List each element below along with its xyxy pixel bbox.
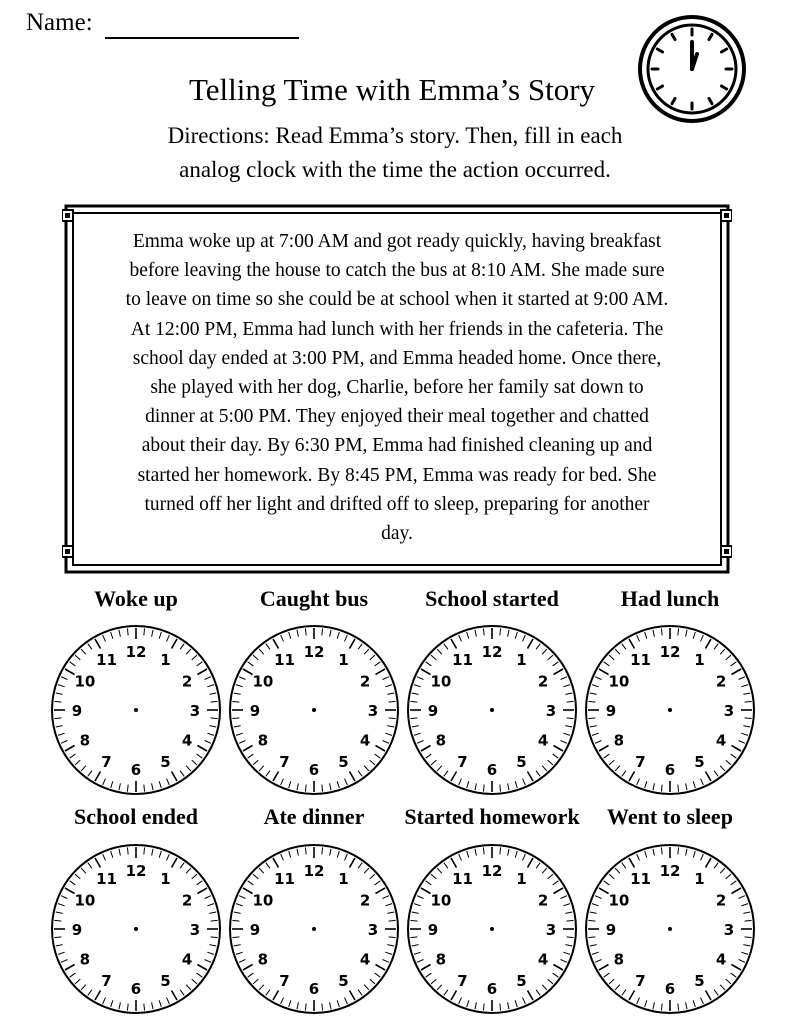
- dial-numeral: 3: [723, 702, 735, 720]
- clock-center-dot: [668, 927, 672, 931]
- dial-numeral: 4: [359, 950, 371, 969]
- clock-center-dot: [134, 708, 138, 712]
- clock-label: Woke up: [94, 586, 178, 611]
- dial-numeral: 2: [537, 891, 549, 910]
- dial-numeral: 7: [279, 972, 290, 991]
- dial-numeral: 12: [481, 862, 503, 880]
- dial-numeral: 6: [130, 761, 142, 779]
- dial-numeral: 8: [79, 731, 91, 750]
- clock-center-dot: [490, 708, 494, 712]
- dial-numeral: 7: [457, 972, 468, 991]
- dial-numeral: 11: [630, 650, 651, 669]
- story-line: before leaving the house to catch the bus at 8:10 AM. She made sure: [129, 260, 665, 282]
- dial-numeral: 4: [537, 731, 549, 750]
- dial-numeral: 7: [635, 972, 646, 991]
- dial-numeral: 4: [181, 731, 193, 750]
- analog-clock-face[interactable]: [584, 843, 756, 1015]
- dial-numeral: 1: [338, 869, 349, 888]
- dial-numeral: 2: [715, 672, 727, 691]
- clock-label: Started homework: [404, 804, 580, 829]
- directions: [110, 119, 680, 187]
- name-label: Name:: [26, 9, 93, 36]
- dial-numeral: 5: [516, 972, 527, 991]
- clock-label: School ended: [73, 804, 199, 829]
- dial-numeral: 8: [435, 950, 447, 969]
- dial-numeral: 11: [630, 869, 651, 888]
- directions-line: analog clock with the time the action occurred.: [179, 157, 611, 182]
- clock-label: School started: [425, 586, 559, 611]
- page-title: Telling Time with Emma’s Story: [188, 72, 596, 107]
- dial-numeral: 8: [79, 950, 91, 969]
- dial-numeral: 12: [481, 643, 503, 661]
- dial-numeral: 8: [435, 731, 447, 750]
- name-field[interactable]: [105, 37, 299, 39]
- story-line: she played with her dog, Charlie, before her family sat down to: [150, 377, 644, 399]
- dial-numeral: 10: [74, 891, 96, 910]
- dial-numeral: 9: [427, 921, 439, 939]
- dial-numeral: 4: [715, 950, 727, 969]
- dial-numeral: 2: [715, 891, 727, 910]
- dial-numeral: 6: [308, 761, 320, 779]
- dial-numeral: 5: [338, 972, 349, 991]
- dial-numeral: 9: [605, 921, 617, 939]
- dial-numeral: 7: [101, 753, 112, 772]
- clock-label: Had lunch: [620, 586, 720, 611]
- dial-numeral: 4: [537, 950, 549, 969]
- dial-numeral: 5: [516, 753, 527, 772]
- dial-numeral: 9: [71, 921, 83, 939]
- dial-numeral: 12: [659, 643, 681, 661]
- dial-numeral: 3: [367, 921, 379, 939]
- analog-clock-face[interactable]: [50, 624, 222, 796]
- clock-label: Caught bus: [259, 586, 369, 611]
- story-line: to leave on time so she could be at school when it started at 9:00 AM.: [125, 289, 669, 311]
- dial-numeral: 3: [189, 921, 201, 939]
- dial-numeral: 10: [430, 891, 452, 910]
- dial-numeral: 6: [130, 980, 142, 998]
- dial-numeral: 3: [545, 921, 557, 939]
- dial-numeral: 12: [659, 862, 681, 880]
- dial-numeral: 5: [160, 972, 171, 991]
- story-line: started her homework. By 8:45 PM, Emma was ready for bed. She: [137, 464, 657, 486]
- dial-numeral: 1: [516, 869, 527, 888]
- clock-label: Went to sleep: [607, 804, 733, 829]
- dial-numeral: 4: [181, 950, 193, 969]
- dial-numeral: 3: [189, 702, 201, 720]
- dial-numeral: 7: [279, 753, 290, 772]
- dial-numeral: 12: [303, 643, 325, 661]
- dial-numeral: 5: [694, 972, 705, 991]
- story-line: dinner at 5:00 PM. They enjoyed their meal together and chatted: [145, 406, 649, 428]
- dial-numeral: 4: [359, 731, 371, 750]
- analog-clock-face[interactable]: [406, 624, 578, 796]
- dial-numeral: 6: [664, 980, 676, 998]
- dial-numeral: 1: [516, 650, 527, 669]
- dial-numeral: 3: [723, 921, 735, 939]
- story-line: At 12:00 PM, Emma had lunch with her friends in the cafeteria. The: [130, 318, 664, 340]
- clock-label: Ate dinner: [263, 804, 365, 829]
- dial-numeral: 11: [452, 650, 473, 669]
- dial-numeral: 9: [605, 702, 617, 720]
- dial-numeral: 1: [694, 869, 705, 888]
- dial-numeral: 9: [249, 702, 261, 720]
- clock-center-dot: [134, 927, 138, 931]
- dial-numeral: 6: [664, 761, 676, 779]
- dial-numeral: 2: [181, 891, 193, 910]
- dial-numeral: 10: [252, 672, 274, 691]
- dial-numeral: 2: [359, 891, 371, 910]
- story-line: about their day. By 6:30 PM, Emma had finished cleaning up and: [141, 435, 653, 457]
- story-line: Emma woke up at 7:00 AM and got ready quickly, having breakfast: [132, 231, 662, 252]
- dial-numeral: 4: [715, 731, 727, 750]
- analog-clock-face[interactable]: [228, 624, 400, 796]
- dial-numeral: 3: [367, 702, 379, 720]
- dial-numeral: 5: [160, 753, 171, 772]
- dial-numeral: 1: [338, 650, 349, 669]
- dial-numeral: 1: [160, 650, 171, 669]
- analog-clock-face[interactable]: [406, 843, 578, 1015]
- clock-center-dot: [312, 927, 316, 931]
- dial-numeral: 2: [537, 672, 549, 691]
- clock-center-dot: [312, 708, 316, 712]
- dial-numeral: 6: [486, 980, 498, 998]
- dial-numeral: 10: [608, 891, 630, 910]
- dial-numeral: 7: [101, 972, 112, 991]
- dial-numeral: 9: [249, 921, 261, 939]
- dial-numeral: 5: [694, 753, 705, 772]
- dial-numeral: 10: [252, 891, 274, 910]
- analog-clock-face[interactable]: [584, 624, 756, 796]
- clock-center-dot: [490, 927, 494, 931]
- dial-numeral: 12: [303, 862, 325, 880]
- dial-numeral: 3: [545, 702, 557, 720]
- dial-numeral: 9: [427, 702, 439, 720]
- clock-center-dot: [668, 708, 672, 712]
- dial-numeral: 8: [257, 731, 269, 750]
- dial-numeral: 11: [96, 869, 117, 888]
- dial-numeral: 11: [96, 650, 117, 669]
- dial-numeral: 7: [635, 753, 646, 772]
- analog-clock-face[interactable]: [228, 843, 400, 1015]
- dial-numeral: 10: [430, 672, 452, 691]
- story-line: day.: [381, 523, 413, 545]
- dial-numeral: 10: [608, 672, 630, 691]
- dial-numeral: 5: [338, 753, 349, 772]
- dial-numeral: 6: [308, 980, 320, 998]
- dial-numeral: 1: [694, 650, 705, 669]
- dial-numeral: 9: [71, 702, 83, 720]
- dial-numeral: 10: [74, 672, 96, 691]
- dial-numeral: 12: [125, 643, 147, 661]
- story-line: turned off her light and drifted off to sleep, preparing for another: [144, 493, 650, 515]
- story-line: school day ended at 3:00 PM, and Emma headed home. Once there,: [132, 347, 662, 369]
- dial-numeral: 8: [257, 950, 269, 969]
- dial-numeral: 11: [452, 869, 473, 888]
- dial-numeral: 11: [274, 650, 295, 669]
- dial-numeral: 11: [274, 869, 295, 888]
- dial-numeral: 12: [125, 862, 147, 880]
- dial-numeral: 8: [613, 731, 625, 750]
- directions-line: Directions: Read Emma’s story. Then, fill in each: [167, 123, 623, 148]
- analog-clock-face[interactable]: [50, 843, 222, 1015]
- dial-numeral: 8: [613, 950, 625, 969]
- dial-numeral: 2: [181, 672, 193, 691]
- story-text: [78, 227, 716, 548]
- dial-numeral: 1: [160, 869, 171, 888]
- dial-numeral: 7: [457, 753, 468, 772]
- dial-numeral: 2: [359, 672, 371, 691]
- dial-numeral: 6: [486, 761, 498, 779]
